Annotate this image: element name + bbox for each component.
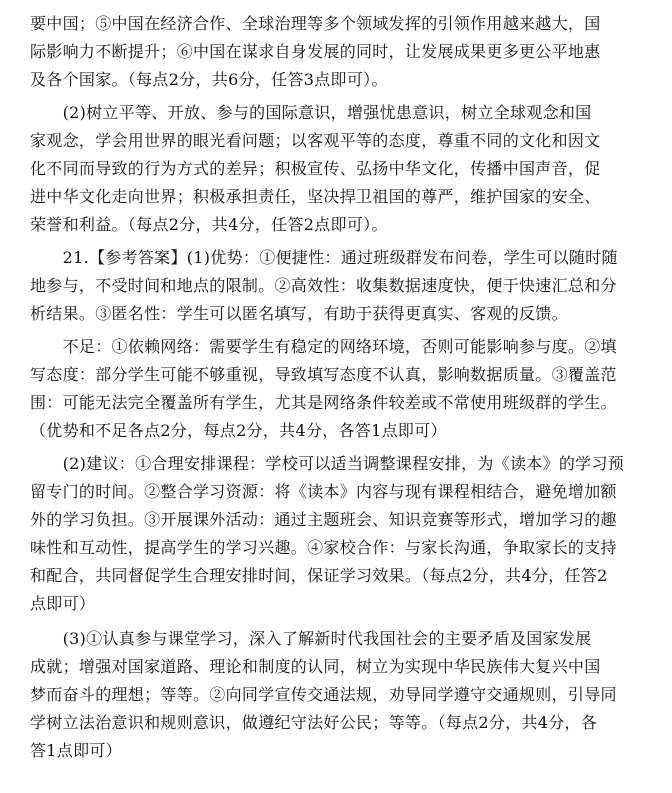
- text-line: 围：可能无法完全覆盖所有学生，尤其是网络条件较差或不常使用班级群的学生。: [30, 393, 617, 412]
- text-line: 点即可）: [30, 594, 96, 613]
- text-line: 答1点即可）: [30, 741, 122, 760]
- text-line: 际影响力不断提升；⑥中国在谋求自身发展的同时，让发展成果更多更公平地惠: [30, 42, 601, 61]
- text-line: 化不同而导致的行为方式的差异；积极宣传、弘扬中华文化，传播中国声音，促: [30, 159, 601, 178]
- text-line: 地参与，不受时间和地点的限制。②高效性：收集数据速度快，便于快速汇总和分: [30, 276, 617, 295]
- text-line: (2)树立平等、开放、参与的国际意识，增强忧患意识，树立全球观念和国: [30, 103, 592, 122]
- text-line: (3)①认真参与课堂学习，深入了解新时代我国社会的主要矛盾及国家发展: [30, 629, 592, 648]
- text-line: 梦而奋斗的理想；等等。②向同学宣传交通法规，劝导同学遵守交通规则，引导同: [30, 685, 617, 704]
- text-line: 及各个国家。（每点2分，共6分，任答3点即可）。: [30, 70, 388, 89]
- text-line: 写态度：部分学生可能不够重视，导致填写态度不认真，影响数据质量。③覆盖范: [30, 365, 617, 384]
- text-line: 外的学习负担。③开展课外活动：通过主题班会、知识竞赛等形式，增加学习的趣: [30, 510, 617, 529]
- text-line: 学树立法治意识和规则意识，做遵纪守法好公民；等等。（每点2分，共4分，各: [30, 713, 598, 732]
- text-line: 和配合，共同督促学生合理安排时间，保证学习效果。（每点2分，共4分，任答2: [30, 566, 608, 585]
- text-line: 要中国；⑤中国在经济合作、全球治理等多个领域发挥的引领作用越来越大，国: [30, 14, 601, 33]
- text-line: 21.【参考答案】(1)优势：①便捷性：通过班级群发布问卷，学生可以随时随: [30, 248, 618, 267]
- text-line: (2)建议：①合理安排课程：学校可以适当调整课程安排，为《读本》的学习预: [30, 454, 625, 473]
- text-line: 成就；增强对国家道路、理论和制度的认同，树立为实现中华民族伟大复兴中国: [30, 657, 601, 676]
- text-line: 进中华文化走向世界；积极承担责任，坚决捍卫祖国的尊严，维护国家的安全、: [30, 187, 601, 206]
- text-line: 析结果。③匿名性：学生可以匿名填写，有助于获得更真实、客观的反馈。: [30, 304, 568, 323]
- text-line: 味性和互动性，提高学生的学习兴趣。④家校合作：与家长沟通，争取家长的支持: [30, 538, 617, 557]
- text-line: （优势和不足各点2分，每点2分，共4分，各答1点即可）: [30, 421, 447, 440]
- text-line: 家观念，学会用世界的眼光看问题；以客观平等的态度，尊重不同的文化和因文: [30, 131, 601, 150]
- text-line: 荣誉和利益。（每点2分，共4分，任答2点即可）。: [30, 215, 388, 234]
- text-line: 留专门的时间。②整合学习资源：将《读本》内容与现有课程相结合，避免增加额: [30, 482, 617, 501]
- text-line: 不足：①依赖网络：需要学生有稳定的网络环境，否则可能影响参与度。②填: [30, 337, 617, 356]
